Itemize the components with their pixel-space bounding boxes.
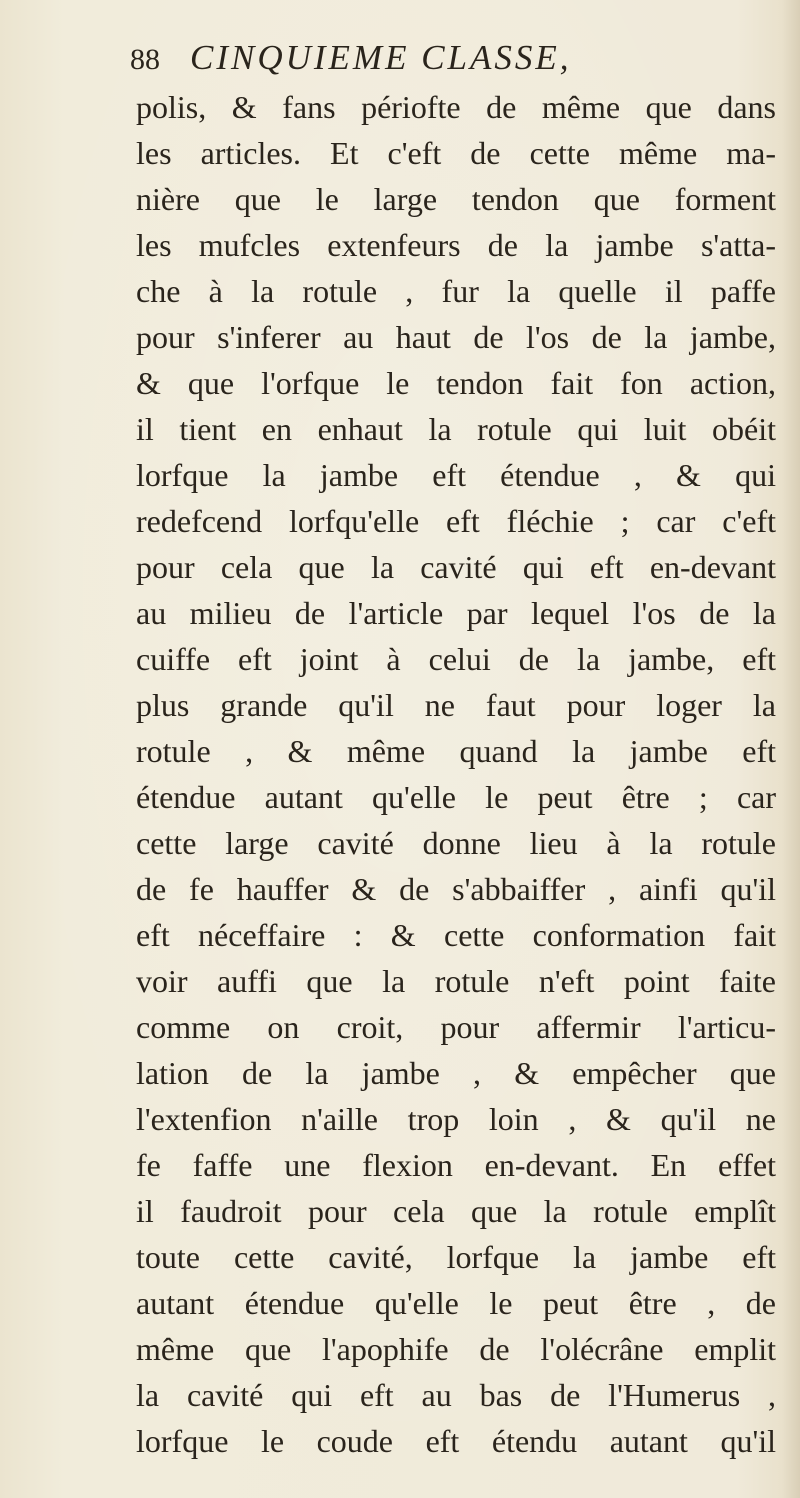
- text-line: pour cela que la cavité qui eft en-devant: [136, 549, 776, 585]
- text-line: au milieu de l'article par lequel l'os de la: [136, 595, 776, 631]
- text-line: rotule , & même quand la jambe eft: [136, 733, 776, 769]
- text-line: cette large cavité donne lieu à la rotule: [136, 825, 776, 861]
- text-line: & que l'orfque le tendon fait fon action,: [136, 365, 776, 401]
- text-line: lorfque le coude eft étendu autant qu'il: [136, 1423, 776, 1459]
- text-line: la cavité qui eft au bas de l'Humerus ,: [136, 1377, 776, 1413]
- text-line: l'extenfion n'aille trop loin , & qu'il ne: [136, 1101, 776, 1137]
- text-line: autant étendue qu'elle le peut être , de: [136, 1285, 776, 1321]
- text-line: il tient en enhaut la rotule qui luit obéit: [136, 411, 776, 447]
- text-line: redefcend lorfqu'elle eft fléchie ; car c'eft: [136, 503, 776, 539]
- text-line: polis, & fans périofte de même que dans: [136, 89, 776, 125]
- page-number: 88: [130, 43, 160, 76]
- text-line: pour s'inferer au haut de l'os de la jambe,: [136, 319, 776, 355]
- text-line: de fe hauffer & de s'abbaiffer , ainfi qu'il: [136, 871, 776, 907]
- body-text: [136, 84, 776, 1464]
- text-line: eft néceffaire : & cette conformation fait: [136, 917, 776, 953]
- text-line: plus grande qu'il ne faut pour loger la: [136, 687, 776, 723]
- text-line: même que l'apophife de l'olécrâne emplit: [136, 1331, 776, 1367]
- text-line: che à la rotule , fur la quelle il paffe: [136, 273, 776, 309]
- text-line: étendue autant qu'elle le peut être ; car: [136, 779, 776, 815]
- text-line: cuiffe eft joint à celui de la jambe, eft: [136, 641, 776, 677]
- text-line: lorfque la jambe eft étendue , & qui: [136, 457, 776, 493]
- text-line: les mufcles extenfeurs de la jambe s'atta-: [136, 227, 776, 263]
- text-line: voir auffi que la rotule n'eft point faite: [136, 963, 776, 999]
- text-line: toute cette cavité, lorfque la jambe eft: [136, 1239, 776, 1275]
- text-line: nière que le large tendon que forment: [136, 181, 776, 217]
- text-line: comme on croit, pour affermir l'articu-: [136, 1009, 776, 1045]
- text-line: lation de la jambe , & empêcher que: [136, 1055, 776, 1091]
- text-line: fe faffe une flexion en-devant. En effet: [136, 1147, 776, 1183]
- text-line: il faudroit pour cela que la rotule emplît: [136, 1193, 776, 1229]
- text-line: les articles. Et c'eft de cette même ma-: [136, 135, 776, 171]
- running-head-title: CINQUIEME CLASSE,: [190, 38, 572, 77]
- page-edge-shadow: [782, 0, 800, 1498]
